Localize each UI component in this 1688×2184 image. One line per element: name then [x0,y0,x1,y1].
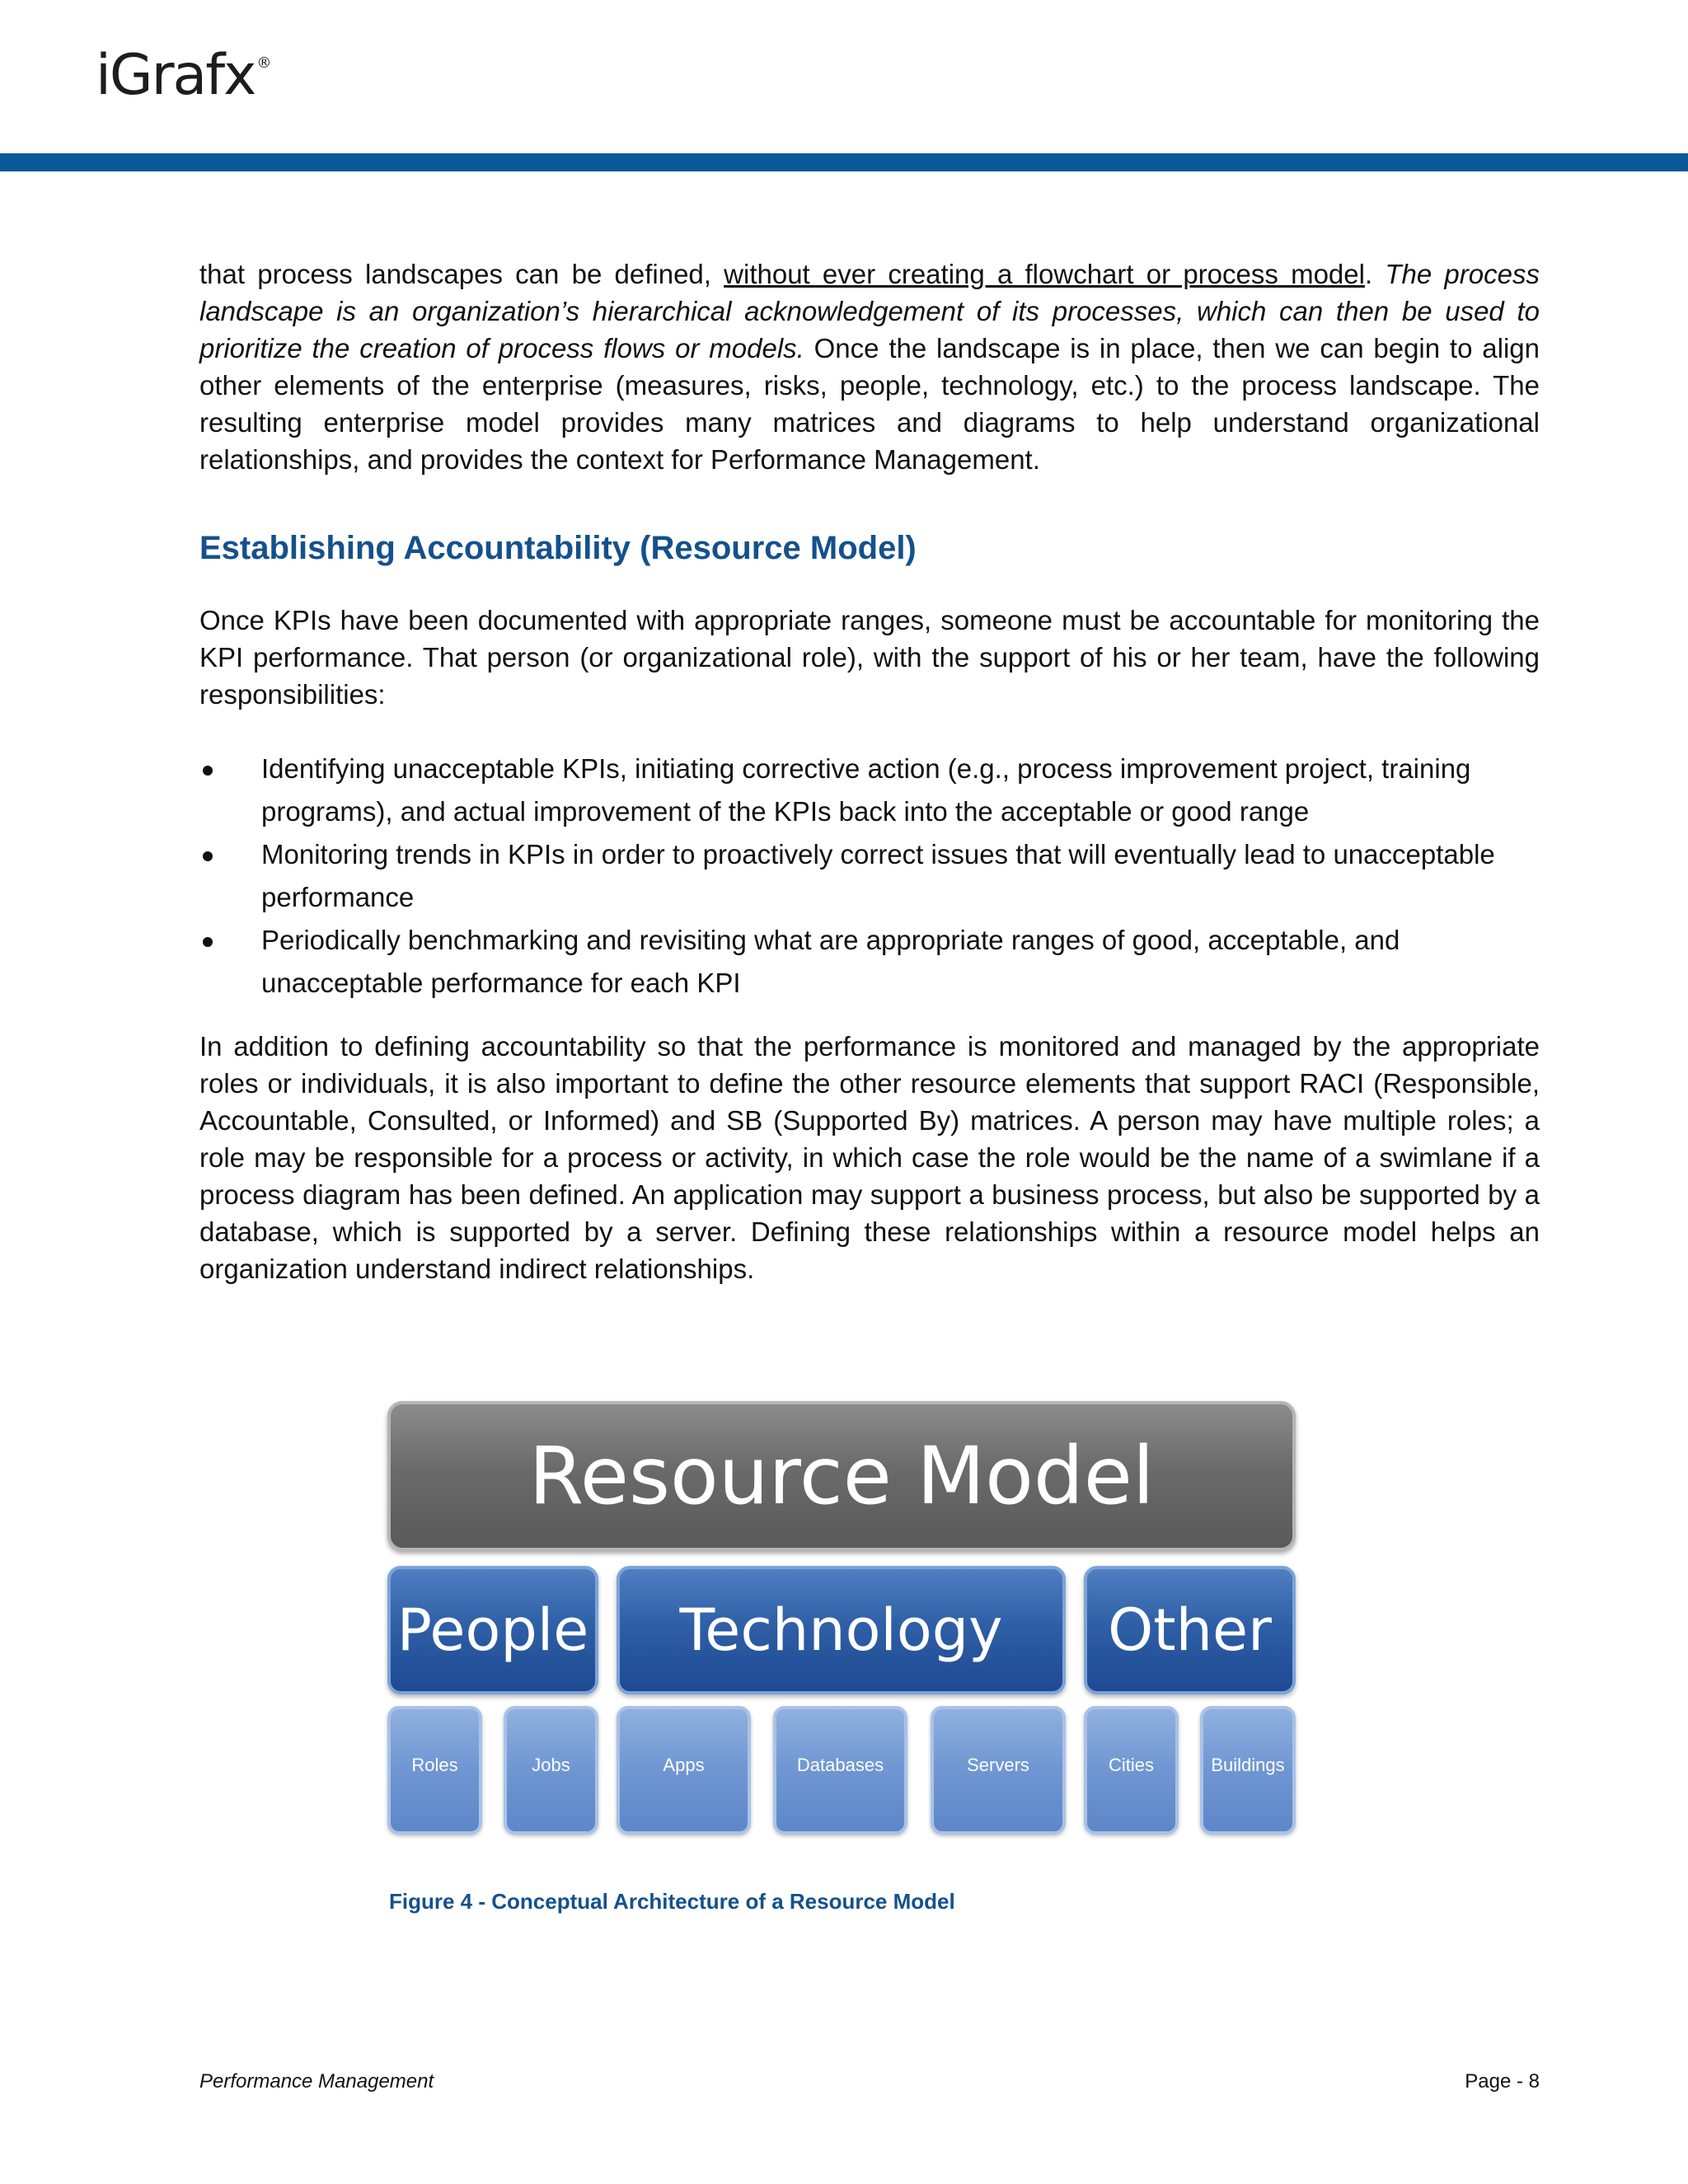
databases-box [773,1706,907,1835]
para1-text-a: that process landscapes can be defined, [199,259,724,289]
list-item-text: Identifying unacceptable KPIs, initiating corrective action (e.g., process improvement project, training programs), and actual improvement of the KPIs back into the acceptable or good range [261,753,1471,827]
para1-text-e: Once the landscape is in place, then we can begin to align other elements of the enterprise (measures, risks, people, technology, etc.) to the process landscape. The resulting enterprise model provides many matrices and diagrams to help understand organizational relationships, and provides the context for Performance Management. [199,333,1540,475]
servers-label: Servers [967,1755,1029,1775]
para1-italic-text: The process landscape is an organization’s hierarchical acknowledgement of its processes, which can then be used to prioritize the creation of process flows or models. [199,259,1540,363]
cities-box [1084,1706,1179,1835]
page-number: Page - 8 [1465,2070,1540,2093]
apps-label: Apps [663,1755,705,1775]
bullet-icon [203,851,213,861]
resource-paragraph: In addition to defining accountability so that the performance is monitored and managed by the appropriate roles or individuals, it is also important to define the other resource elements that support RACI (Responsible, Accountable, Consulted, or Informed) and SB (Supported By) matrices. A person may have multiple roles; a role may be responsible for a process or activity, in which case the role would be the name of a swimlane if a process diagram has been defined. An application may support a business process, but also be supported by a database, which is supported by a server. Defining these relationships within a resource model helps an organization understand indirect relationships. [199,1031,1540,1284]
other-box: Other [1084,1566,1296,1694]
resource-model-box: Resource Model [387,1401,1296,1551]
page-content [199,255,1540,1287]
roles-box [387,1706,482,1835]
jobs-label: Jobs [532,1755,570,1775]
figure-caption: Figure 4 - Conceptual Architecture of a Resource Model [389,1889,955,1914]
bullet-icon [203,766,213,776]
list-item [199,919,1540,1005]
buildings-box [1200,1706,1296,1835]
list-item-text: Periodically benchmarking and revisiting what are appropriate ranges of good, acceptable, and unacceptable performance for each KPI [261,925,1400,998]
databases-label: Databases [796,1755,884,1775]
para1-underlined-text: without ever creating a flowchart or process model [724,259,1365,289]
bullet-icon [203,937,213,947]
para1-text-c: . [1364,259,1386,289]
responsibilities-list [199,748,1540,1005]
resource-model-diagram [387,1401,1296,1836]
logo-text: iGrafx [96,43,256,108]
section-heading: Establishing Accountability (Resource Model) [199,530,917,566]
people-box: People [387,1566,598,1694]
intro-paragraph [199,255,1540,478]
buildings-label: Buildings [1211,1755,1285,1775]
roles-label: Roles [411,1755,458,1775]
servers-box [931,1706,1066,1835]
igrafx-logo [96,43,270,108]
registered-mark: ® [256,54,270,72]
accountability-paragraph: Once KPIs have been documented with appropriate ranges, someone must be accountable for monitoring the KPI performance. That person (or organizational role), with the support of his or her team, have the following responsibilities: [199,605,1540,710]
list-item-text: Monitoring trends in KPIs in order to proactively correct issues that will eventually lead to unacceptable performance [261,839,1495,912]
header-bar [0,153,1688,171]
jobs-box [504,1706,598,1835]
cities-label: Cities [1108,1755,1154,1775]
list-item [199,833,1540,919]
list-item [199,748,1540,833]
apps-box [617,1706,751,1835]
technology-box: Technology [617,1566,1066,1694]
footer-title: Performance Management [199,2070,434,2093]
